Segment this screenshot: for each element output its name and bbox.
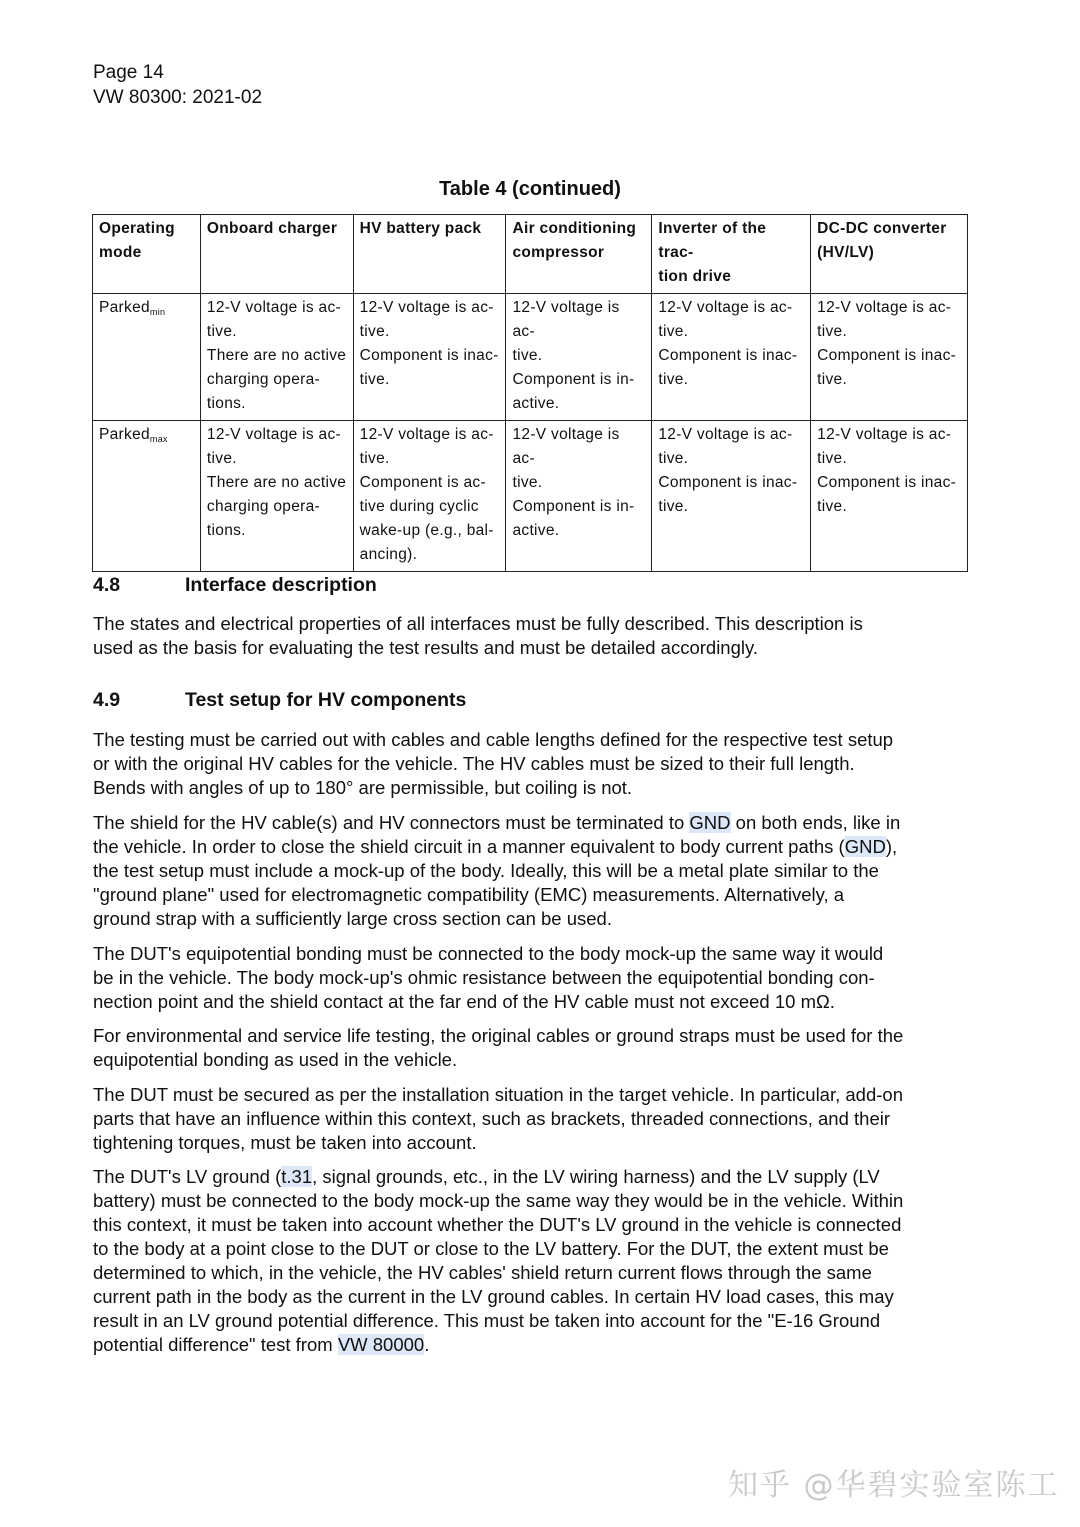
header-operating-mode: Operating mode bbox=[93, 215, 201, 294]
section-4-8-paragraph: The states and electrical properties of all interfaces must be fully described. This description is used as the basis for evaluating the test results and must be detailed accordingly. bbox=[93, 613, 863, 658]
section-number: 4.9 bbox=[93, 689, 121, 711]
paragraph-lv-ground: The DUT's LV ground (t.31, signal grounds, etc., in the LV wiring harness) and the LV supply (LV battery) must be connected to the body mock-up the same way they would be in the vehicle. Within this context, it must be taken into account whether the DUT's LV ground in the vehicle is connected to the body at a point close to the DUT or close to the LV battery. For the DUT, the extent must be determined to which, in the vehicle, the HV cables' shield return current flows through the same current path in the body as the current in the LV ground cables. In certain HV load cases, this may result in an LV ground potential difference. This must be taken into account for the "E-16 Ground potential difference" test from VW 80000. bbox=[93, 1166, 904, 1355]
cell-operating-mode: Parked$_{max}$ bbox=[93, 421, 201, 572]
cell-inverter-traction-drive: 12-V voltage is ac- tive. Component is inac- tive. bbox=[652, 294, 811, 421]
section-4-9-heading bbox=[93, 689, 466, 712]
document-id: VW 80300: 2021-02 bbox=[93, 87, 263, 108]
watermark: 知乎 @华碧实验室陈工 bbox=[728, 1468, 1060, 1503]
header-hv-battery-pack: HV battery pack bbox=[353, 215, 506, 294]
cell-dc-dc-converter: 12-V voltage is ac- tive. Component is inac- tive. bbox=[811, 294, 968, 421]
cell-onboard-charger: 12-V voltage is ac- tive. There are no active charging opera- tions. bbox=[200, 294, 353, 421]
section-number: 4.8 bbox=[93, 574, 121, 596]
page-number: Page 14 bbox=[93, 62, 164, 83]
paragraph-shield: The shield for the HV cable(s) and HV connectors must be terminated to GND on both ends, like in the vehicle. In order to close the shield circuit in a manner equivalent to body current paths (GND), the test setup must include a mock-up of the body. Ideally, this will be a metal plate similar to the "ground plane" used for electromagnetic compatibility (EMC) measurements. Alternatively, a ground strap with a sufficiently large cross section can be used. bbox=[93, 812, 901, 929]
paragraph-dut-secured: The DUT must be secured as per the installation situation in the target vehicle. In particular, add-on parts that have an influence within this context, such as brackets, threaded connections, and their tightening torques, must be taken into account. bbox=[93, 1084, 903, 1153]
paragraph-equipotential-bonding: The DUT's equipotential bonding must be connected to the body mock-up the same way it would be in the vehicle. The body mock-up's ohmic resistance between the equipotential bonding con- nection point and the shield contact at the far end of the HV cable must not exceed 10 mΩ. bbox=[93, 943, 884, 1012]
table-4 bbox=[92, 214, 968, 572]
section-title: Interface description bbox=[185, 574, 377, 596]
t31-link[interactable]: t.31 bbox=[281, 1166, 313, 1187]
section-title: Test setup for HV components bbox=[185, 689, 467, 711]
cell-dc-dc-converter: 12-V voltage is ac- tive. Component is inac- tive. bbox=[811, 421, 968, 572]
gnd-link[interactable]: GND bbox=[844, 836, 886, 857]
table-title: Table 4 (continued) bbox=[439, 178, 621, 200]
header-dc-dc-converter: DC-DC converter (HV/LV) bbox=[811, 215, 968, 294]
paragraph-environmental-testing: For environmental and service life testing, the original cables or ground straps must be used for the equipotential bonding as used in the vehicle. bbox=[93, 1025, 904, 1070]
header-air-conditioning-compressor: Air conditioning compressor bbox=[506, 215, 652, 294]
table-header-row bbox=[93, 215, 968, 294]
cell-onboard-charger: 12-V voltage is ac- tive. There are no active charging opera- tions. bbox=[200, 421, 353, 572]
table-row-parked-max bbox=[93, 421, 968, 572]
table-row-parked-min bbox=[93, 294, 968, 421]
header-onboard-charger: Onboard charger bbox=[200, 215, 353, 294]
cell-air-conditioning-compressor: 12-V voltage is ac- tive. Component is in- active. bbox=[506, 421, 652, 572]
gnd-link[interactable]: GND bbox=[689, 812, 731, 833]
cell-inverter-traction-drive: 12-V voltage is ac- tive. Component is inac- tive. bbox=[652, 421, 811, 572]
section-4-8-heading bbox=[93, 574, 377, 597]
cell-operating-mode: Parked$_{min}$ bbox=[93, 294, 201, 421]
cell-air-conditioning-compressor: 12-V voltage is ac- tive. Component is in- active. bbox=[506, 294, 652, 421]
page-header bbox=[93, 60, 262, 110]
cell-hv-battery-pack: 12-V voltage is ac- tive. Component is ac- tive during cyclic wake-up (e.g., bal- ancing). bbox=[353, 421, 506, 572]
paragraph-cables: The testing must be carried out with cables and cable lengths defined for the respective test setup or with the original HV cables for the vehicle. The HV cables must be sized to their full length. Bends with angles of up to 180° are permissible, but coiling is not. bbox=[93, 729, 894, 798]
header-inverter-traction-drive: Inverter of the trac- tion drive bbox=[652, 215, 811, 294]
cell-hv-battery-pack: 12-V voltage is ac- tive. Component is inac- tive. bbox=[353, 294, 506, 421]
vw80000-link[interactable]: VW 80000 bbox=[337, 1334, 425, 1355]
